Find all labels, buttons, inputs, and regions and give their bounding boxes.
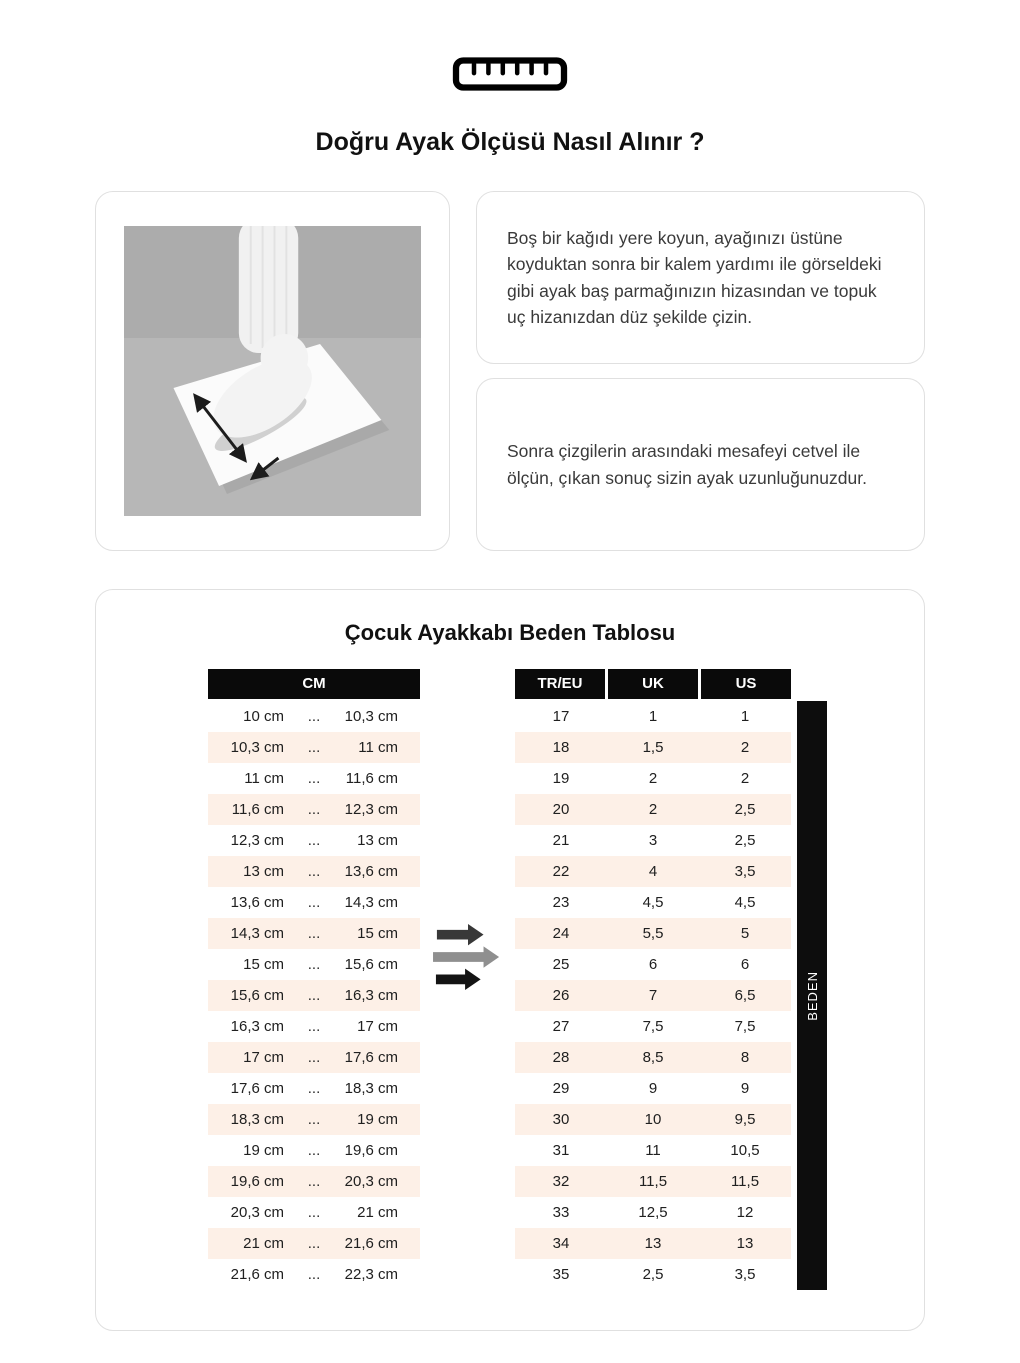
- cm-separator: ...: [307, 1018, 321, 1035]
- cm-to-value: 14,3 cm: [344, 894, 398, 911]
- cm-to-value: 21,6 cm: [344, 1235, 398, 1252]
- size-table-body: [515, 701, 791, 1290]
- cm-to-value: 18,3 cm: [344, 1080, 398, 1097]
- us-value: 5: [740, 925, 750, 942]
- us-value: 3,5: [734, 1266, 756, 1283]
- cm-from-value: 15,6 cm: [230, 987, 284, 1004]
- right-arrows-icon: [433, 924, 503, 992]
- beden-side-bar: [797, 701, 827, 1290]
- cm-to-value: 15,6 cm: [344, 956, 398, 973]
- uk-value: 4: [648, 863, 658, 880]
- cm-to-value: 21 cm: [357, 1204, 398, 1221]
- tr-eu-value: 30: [552, 1111, 570, 1128]
- cm-table-row: [208, 949, 420, 980]
- cm-from-value: 21 cm: [243, 1235, 284, 1252]
- cm-separator: ...: [307, 1111, 321, 1128]
- uk-value: 10: [644, 1111, 662, 1128]
- beden-side-label: BEDEN: [804, 970, 820, 1021]
- uk-value: 2: [648, 770, 658, 787]
- us-value: 3,5: [734, 863, 756, 880]
- cm-to-value: 20,3 cm: [344, 1173, 398, 1190]
- cm-from-value: 15 cm: [243, 956, 284, 973]
- instruction-step-1-card: [476, 191, 925, 364]
- size-conversion-table: [515, 669, 791, 1290]
- uk-value: 13: [644, 1235, 662, 1252]
- tr-eu-value: 19: [552, 770, 570, 787]
- size-column-header: UK: [608, 669, 698, 699]
- size-table-card: [95, 589, 925, 1331]
- size-table-row: [515, 856, 791, 887]
- tr-eu-value: 33: [552, 1204, 570, 1221]
- cm-from-value: 19 cm: [243, 1142, 284, 1159]
- us-value: 8: [740, 1049, 750, 1066]
- uk-value: 2,5: [642, 1266, 664, 1283]
- how-to-section: [95, 191, 925, 551]
- cm-table-row: [208, 856, 420, 887]
- size-table-title: Çocuk Ayakkabı Beden Tablosu: [344, 620, 676, 645]
- cm-from-value: 10,3 cm: [230, 739, 284, 756]
- cm-from-value: 19,6 cm: [230, 1173, 284, 1190]
- cm-to-value: 19 cm: [357, 1111, 398, 1128]
- cm-table-body: [208, 701, 420, 1290]
- cm-to-value: 17 cm: [357, 1018, 398, 1035]
- size-table-row: [515, 1259, 791, 1290]
- size-column-header: TR/EU: [515, 669, 605, 699]
- size-table-row: [515, 732, 791, 763]
- tr-eu-value: 35: [552, 1266, 570, 1283]
- tr-eu-value: 24: [552, 925, 570, 942]
- cm-table-row: [208, 1073, 420, 1104]
- cm-separator: ...: [307, 863, 321, 880]
- uk-value: 9: [648, 1080, 658, 1097]
- tr-eu-value: 31: [552, 1142, 570, 1159]
- cm-from-value: 16,3 cm: [230, 1018, 284, 1035]
- uk-value: 4,5: [642, 894, 664, 911]
- cm-to-value: 10,3 cm: [344, 708, 398, 725]
- us-value: 2,5: [734, 832, 756, 849]
- us-value: 2,5: [734, 801, 756, 818]
- cm-to-value: 16,3 cm: [344, 987, 398, 1004]
- size-table-row: [515, 1228, 791, 1259]
- us-value: 1: [740, 708, 750, 725]
- us-value: 6,5: [734, 987, 756, 1004]
- cm-to-value: 13,6 cm: [344, 863, 398, 880]
- uk-value: 7,5: [642, 1018, 664, 1035]
- tr-eu-value: 23: [552, 894, 570, 911]
- cm-to-value: 13 cm: [357, 832, 398, 849]
- tr-eu-value: 32: [552, 1173, 570, 1190]
- tr-eu-value: 27: [552, 1018, 570, 1035]
- cm-separator: ...: [307, 925, 321, 942]
- us-value: 7,5: [734, 1018, 756, 1035]
- tr-eu-value: 28: [552, 1049, 570, 1066]
- cm-to-value: 11 cm: [358, 739, 398, 756]
- cm-separator: ...: [307, 1235, 321, 1252]
- us-value: 13: [736, 1235, 754, 1252]
- cm-table-row: [208, 1259, 420, 1290]
- cm-separator: ...: [307, 739, 321, 756]
- instruction-step-2-text: Sonra çizgilerin arasındaki mesafeyi cetvel ile ölçün, çıkan sonuç sizin ayak uzunluğunuzdur.: [507, 441, 867, 488]
- uk-value: 11: [645, 1142, 661, 1159]
- cm-table-header: CM: [208, 669, 420, 699]
- cm-table-row: [208, 1197, 420, 1228]
- size-table-row: [515, 1135, 791, 1166]
- cm-from-value: 17 cm: [243, 1049, 284, 1066]
- tr-eu-value: 21: [552, 832, 570, 849]
- ruler-icon-wrap: [95, 56, 925, 92]
- cm-table-row: [208, 732, 420, 763]
- us-value: 2: [740, 739, 750, 756]
- size-table-row: [515, 980, 791, 1011]
- cm-separator: ...: [307, 801, 321, 818]
- tr-eu-value: 17: [552, 708, 570, 725]
- us-value: 2: [740, 770, 750, 787]
- page-title: Doğru Ayak Ölçüsü Nasıl Alınır ?: [315, 128, 705, 156]
- cm-from-value: 12,3 cm: [230, 832, 284, 849]
- cm-to-value: 15 cm: [357, 925, 398, 942]
- cm-separator: ...: [307, 770, 321, 787]
- cm-separator: ...: [307, 987, 321, 1004]
- cm-from-value: 20,3 cm: [230, 1204, 284, 1221]
- uk-value: 6: [648, 956, 658, 973]
- size-table-row: [515, 794, 791, 825]
- us-value: 9,5: [734, 1111, 756, 1128]
- uk-value: 3: [648, 832, 658, 849]
- cm-separator: ...: [307, 708, 321, 725]
- ruler-icon: [451, 56, 569, 92]
- size-table-row: [515, 949, 791, 980]
- tr-eu-value: 22: [552, 863, 570, 880]
- uk-value: 8,5: [642, 1049, 664, 1066]
- cm-separator: ...: [307, 1173, 321, 1190]
- cm-from-value: 10 cm: [243, 708, 284, 725]
- cm-table-row: [208, 1166, 420, 1197]
- size-table-row: [515, 1073, 791, 1104]
- us-value: 10,5: [730, 1142, 760, 1159]
- tr-eu-value: 34: [552, 1235, 570, 1252]
- size-table-row: [515, 1104, 791, 1135]
- cm-from-value: 18,3 cm: [230, 1111, 284, 1128]
- size-table-header-row: [515, 669, 791, 699]
- tr-eu-value: 26: [552, 987, 570, 1004]
- cm-table-row: [208, 763, 420, 794]
- cm-separator: ...: [307, 894, 321, 911]
- tr-eu-value: 29: [552, 1080, 570, 1097]
- us-value: 6: [740, 956, 750, 973]
- size-table-row: [515, 887, 791, 918]
- cm-to-value: 11,6 cm: [345, 770, 398, 787]
- instruction-step-2-card: [476, 378, 925, 551]
- foot-measurement-photo: [124, 226, 421, 516]
- size-table-row: [515, 918, 791, 949]
- instruction-column: [476, 191, 925, 551]
- cm-table: [208, 669, 420, 1290]
- cm-table-row: [208, 794, 420, 825]
- cm-from-value: 13 cm: [243, 863, 284, 880]
- cm-table-row: [208, 1104, 420, 1135]
- cm-to-value: 19,6 cm: [344, 1142, 398, 1159]
- uk-value: 1: [648, 708, 658, 725]
- uk-value: 1,5: [642, 739, 664, 756]
- tr-eu-value: 25: [552, 956, 570, 973]
- size-tables: [96, 669, 924, 1290]
- uk-value: 12,5: [638, 1204, 668, 1221]
- uk-value: 11,5: [638, 1173, 668, 1190]
- size-table-row: [515, 701, 791, 732]
- cm-table-row: [208, 701, 420, 732]
- uk-value: 7: [648, 987, 658, 1004]
- cm-from-value: 11 cm: [244, 770, 284, 787]
- cm-separator: ...: [307, 1204, 321, 1221]
- size-table-row: [515, 825, 791, 856]
- us-value: 11,5: [730, 1173, 760, 1190]
- cm-separator: ...: [307, 1266, 321, 1283]
- cm-separator: ...: [307, 832, 321, 849]
- cm-table-row: [208, 918, 420, 949]
- uk-value: 5,5: [642, 925, 664, 942]
- us-value: 9: [740, 1080, 750, 1097]
- uk-value: 2: [648, 801, 658, 818]
- size-table-row: [515, 763, 791, 794]
- cm-table-row: [208, 887, 420, 918]
- cm-to-value: 12,3 cm: [344, 801, 398, 818]
- cm-separator: ...: [307, 1080, 321, 1097]
- cm-table-row: [208, 1011, 420, 1042]
- size-column-header: US: [701, 669, 791, 699]
- size-table-row: [515, 1166, 791, 1197]
- tr-eu-value: 18: [552, 739, 570, 756]
- size-table-row: [515, 1011, 791, 1042]
- cm-table-row: [208, 1042, 420, 1073]
- size-table-row: [515, 1197, 791, 1228]
- us-value: 12: [736, 1204, 754, 1221]
- cm-from-value: 11,6 cm: [231, 801, 284, 818]
- cm-table-row: [208, 825, 420, 856]
- cm-table-row: [208, 1135, 420, 1166]
- cm-to-value: 17,6 cm: [344, 1049, 398, 1066]
- instruction-step-1-text: Boş bir kağıdı yere koyun, ayağınızı üstüne koyduktan sonra bir kalem yardımı ile görseldeki gibi ayak baş parmağınızın hizasından ve topuk uç hizanızdan düz şekilde çizin.: [507, 228, 882, 327]
- cm-from-value: 13,6 cm: [230, 894, 284, 911]
- us-value: 4,5: [734, 894, 756, 911]
- tr-eu-value: 20: [552, 801, 570, 818]
- cm-from-value: 14,3 cm: [230, 925, 284, 942]
- cm-table-row: [208, 1228, 420, 1259]
- cm-table-row: [208, 980, 420, 1011]
- cm-from-value: 21,6 cm: [230, 1266, 284, 1283]
- cm-separator: ...: [307, 956, 321, 973]
- conversion-arrows: [420, 924, 515, 992]
- cm-separator: ...: [307, 1049, 321, 1066]
- cm-from-value: 17,6 cm: [230, 1080, 284, 1097]
- measurement-photo-card: [95, 191, 450, 551]
- size-table-row: [515, 1042, 791, 1073]
- cm-separator: ...: [307, 1142, 321, 1159]
- cm-to-value: 22,3 cm: [344, 1266, 398, 1283]
